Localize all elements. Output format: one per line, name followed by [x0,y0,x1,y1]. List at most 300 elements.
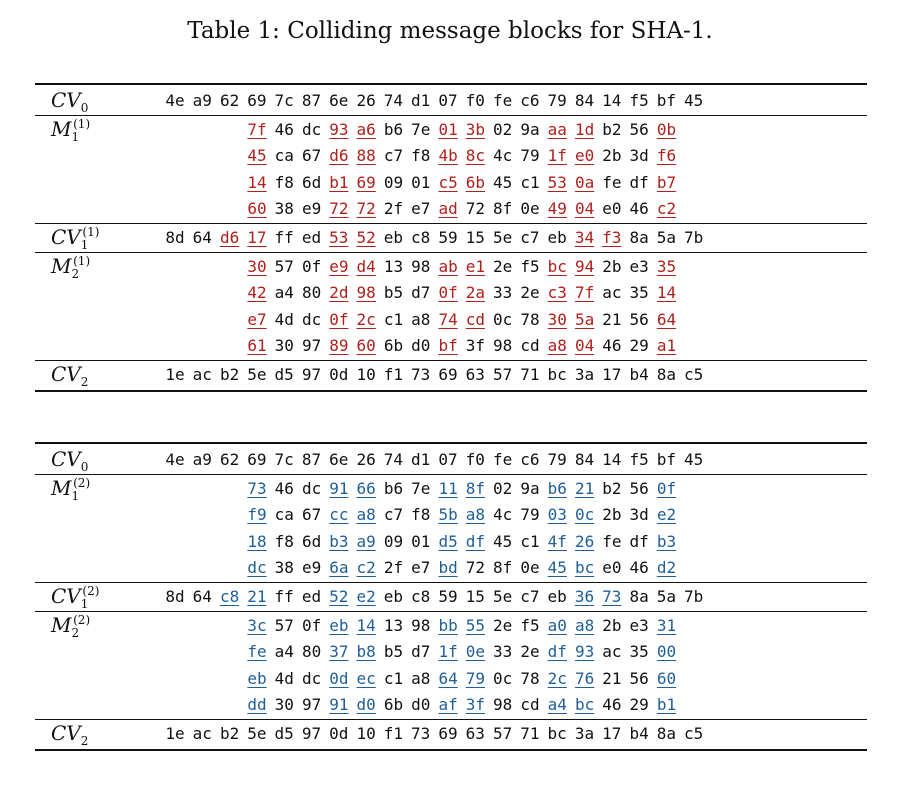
hex-byte: 3d [629,146,649,166]
hex-byte: b2 [219,365,240,384]
hex-byte: 67 [301,146,322,166]
table-top-rule [35,83,867,85]
chaining-value-row [35,446,867,473]
hex-byte: fe [602,531,622,551]
differing-byte: b6 [547,478,567,498]
differing-byte: 5b [438,505,458,525]
differing-byte: d0 [356,695,376,715]
hex-byte: 4d [274,668,294,688]
hex-byte: 87 [301,450,322,469]
hex-byte: 71 [520,724,540,743]
differing-byte: bf [438,336,458,356]
differing-byte: a8 [356,505,376,525]
differing-byte: bc [574,558,595,578]
label-subscript: 2 [71,266,80,281]
hex-byte: 69 [438,365,458,384]
label-subscript: 1 [71,129,80,144]
hex-byte: c1 [520,531,540,551]
differing-byte: 37 [329,642,349,662]
differing-byte: d4 [356,256,376,276]
hex-byte: c1 [520,172,540,192]
differing-byte: 31 [656,615,677,635]
hex-byte: b4 [629,724,649,743]
hex-byte: 67 [301,505,322,525]
differing-byte: 53 [329,228,349,247]
differing-byte: 8f [465,478,486,498]
hex-byte: 62 [219,450,240,469]
hex-byte: 69 [247,91,267,110]
differing-byte: cc [329,505,349,525]
hex-byte: 09 [383,531,404,551]
label-base: CV [51,447,81,471]
differing-byte: d5 [438,531,458,551]
hex-byte: 98 [411,256,431,276]
differing-byte: 66 [356,478,376,498]
hex-byte: eb [547,228,567,247]
hex-byte: 26 [356,450,376,469]
label-subscript: 0 [80,101,89,115]
hex-byte: 97 [301,365,322,384]
differing-byte: 49 [547,199,567,219]
differing-byte: 6b [465,172,486,192]
hex-byte: 73 [411,724,431,743]
hex-byte: 8f [493,558,513,578]
hex-byte: 8d [165,228,185,247]
differing-byte: 88 [356,146,376,166]
hex-byte: ac [602,283,622,303]
hex-byte: ac [602,642,622,662]
differing-byte: 45 [247,146,267,166]
hex-byte: 64 [192,587,212,606]
hex-byte: 1e [165,724,185,743]
hex-byte: 8a [629,587,649,606]
hex-byte: 8f [493,199,513,219]
label-base: M [51,612,72,637]
chaining-value-row [35,583,867,610]
hex-byte: 2b [602,615,622,635]
differing-byte: c2 [356,558,376,578]
hex-byte: c5 [684,365,704,384]
hex-byte: ed [301,228,322,247]
differing-byte: 1d [574,119,595,139]
differing-byte: 01 [438,119,458,139]
differing-byte: 11 [438,478,458,498]
hex-byte: 13 [383,256,404,276]
differing-byte: df [547,642,567,662]
differing-byte: 18 [247,531,267,551]
differing-byte: bb [438,615,458,635]
hex-byte: b2 [602,478,622,498]
hex-byte: 35 [629,283,649,303]
differing-byte: b1 [656,695,677,715]
differing-byte: 72 [356,199,376,219]
differing-byte: 91 [329,478,349,498]
differing-byte: 36 [574,587,595,606]
hex-byte: 57 [492,724,513,743]
hex-byte: 97 [301,336,322,356]
hex-byte: 29 [629,336,649,356]
hex-byte: d0 [411,336,431,356]
hex-byte: b2 [219,724,240,743]
hex-byte: f5 [629,91,649,110]
differing-byte: 17 [247,228,267,247]
label-subscript: 2 [80,375,89,389]
hex-byte: 57 [492,365,513,384]
hex-byte: 14 [602,91,622,110]
hex-byte: f0 [465,91,485,110]
label-superscript: (2) [73,612,91,627]
row-label [51,447,89,474]
hex-byte: 10 [356,365,376,384]
differing-byte: 30 [247,256,267,276]
differing-byte: b1 [329,172,349,192]
differing-byte: b7 [656,172,677,192]
differing-byte: 52 [356,228,376,247]
differing-byte: b3 [656,531,677,551]
hex-byte: 0e [520,199,540,219]
hex-byte: dc [301,478,322,498]
hex-byte: 62 [219,91,240,110]
hex-byte: eb [547,587,567,606]
hex-byte: 69 [247,450,267,469]
hex-byte: 3d [629,505,649,525]
hex-byte: f1 [383,365,404,384]
hex-byte: 80 [301,642,322,662]
differing-byte: a6 [356,119,376,139]
hex-byte: d7 [411,283,431,303]
hex-byte: f5 [520,256,540,276]
differing-byte: 14 [356,615,376,635]
differing-byte: 76 [574,668,595,688]
differing-byte: d2 [656,558,677,578]
differing-byte: 0e [465,642,486,662]
hex-byte: 78 [520,668,540,688]
hex-byte: c5 [684,724,704,743]
hex-byte: 9a [520,478,540,498]
differing-byte: a8 [574,615,595,635]
hex-byte: 15 [465,587,485,606]
hex-byte: 0c [493,668,513,688]
differing-byte: 74 [438,309,458,329]
differing-byte: 52 [329,587,349,606]
label-base: CV [51,362,81,386]
differing-byte: 0b [656,119,677,139]
differing-byte: c3 [547,283,567,303]
hex-byte: ac [192,724,212,743]
hex-byte: 38 [274,558,294,578]
hex-byte: dc [301,119,322,139]
differing-byte: e0 [574,146,595,166]
hex-byte: 30 [274,336,294,356]
hex-byte: 9a [520,119,540,139]
differing-byte: 69 [356,172,376,192]
hex-byte: 63 [465,365,485,384]
hex-byte: c7 [520,228,540,247]
hex-byte: 4c [493,146,513,166]
label-base: CV [51,225,81,249]
hex-byte: 0c [493,309,513,329]
hex-byte: df [629,531,649,551]
hex-byte: ca [274,146,294,166]
hex-byte: 30 [274,695,294,715]
hex-byte: 46 [629,199,649,219]
hex-byte: bf [656,450,677,469]
hex-byte: 4e [165,91,185,110]
hex-byte: bc [547,724,567,743]
hex-byte: 78 [520,309,540,329]
hex-byte: 79 [520,505,540,525]
hex-byte: 3f [465,336,486,356]
hex-byte: 3a [574,365,595,384]
label-subscript: 1 [80,238,89,252]
hex-byte: 7c [274,91,294,110]
hex-byte: d7 [411,642,431,662]
differing-byte: d6 [329,146,349,166]
differing-byte: cd [465,309,486,329]
differing-byte: a0 [547,615,567,635]
hex-byte: f1 [383,724,404,743]
differing-byte: b8 [356,642,376,662]
hex-byte: 97 [301,724,322,743]
hex-byte: 15 [465,228,485,247]
hex-byte: e7 [411,199,431,219]
hex-byte: 46 [602,695,622,715]
differing-byte: 60 [247,199,267,219]
hex-byte: 84 [574,450,595,469]
differing-byte: 00 [656,642,677,662]
differing-byte: 64 [656,309,677,329]
differing-byte: af [438,695,458,715]
hex-byte: 6b [383,336,404,356]
hex-byte: 5a [656,587,677,606]
label-superscript: (2) [73,475,91,490]
hex-byte: 56 [629,119,649,139]
differing-byte: e2 [356,587,376,606]
differing-byte: 2c [356,309,376,329]
hex-byte: 97 [301,695,322,715]
label-superscript: (2) [82,584,100,598]
hex-byte: 7c [274,450,294,469]
differing-byte: 3f [465,695,486,715]
differing-byte: 14 [656,283,677,303]
hex-byte: c7 [383,505,404,525]
differing-byte: 3b [465,119,486,139]
differing-byte: c8 [219,587,240,606]
differing-byte: b3 [329,531,349,551]
hex-byte: 5e [492,587,513,606]
differing-byte: 0f [656,478,677,498]
differing-byte: 0d [329,668,349,688]
differing-byte: 0c [574,505,595,525]
differing-byte: 1f [438,642,458,662]
differing-byte: 4f [547,531,567,551]
message-block-row [35,665,867,692]
differing-byte: 73 [602,587,622,606]
hex-byte: 4c [493,505,513,525]
hex-byte: 14 [602,450,622,469]
hex-byte: 21 [602,309,622,329]
hex-byte: df [629,172,649,192]
hex-byte: c6 [520,91,540,110]
hex-byte: d5 [274,365,294,384]
hex-byte: 2e [520,283,540,303]
differing-byte: 60 [356,336,376,356]
differing-byte: 0f [329,309,349,329]
hex-byte: f8 [411,146,431,166]
hex-byte: 5e [247,724,267,743]
table-bottom-rule [35,749,867,751]
table-top-rule [35,442,867,444]
differing-byte: 5a [574,309,595,329]
hex-byte: 2b [602,256,622,276]
hex-byte: 72 [465,558,486,578]
hex-byte: 46 [629,558,649,578]
hex-byte: 8a [656,724,677,743]
differing-byte: e2 [656,505,677,525]
hex-byte: 02 [493,119,513,139]
message-block-row [35,116,867,143]
label-superscript: (1) [73,253,91,268]
differing-byte: 34 [574,228,595,247]
row-label [51,475,91,503]
hex-byte: b5 [383,283,404,303]
differing-byte: 1f [547,146,567,166]
label-base: M [51,475,72,500]
label-subscript: 2 [80,734,89,748]
differing-byte: 79 [465,668,486,688]
hex-byte: 5e [247,365,267,384]
hex-byte: d1 [411,450,431,469]
hex-byte: cd [520,336,540,356]
message-block-row [35,142,867,169]
hex-byte: 0f [301,615,322,635]
differing-byte: 61 [247,336,267,356]
row-label [51,88,89,115]
hex-byte: c7 [383,146,404,166]
message-block-row [35,332,867,359]
hex-byte: ff [274,587,294,606]
hex-byte: 45 [684,450,704,469]
label-superscript: (1) [73,116,91,131]
differing-byte: 89 [329,336,349,356]
message-block-row [35,691,867,718]
hex-byte: c1 [383,668,404,688]
differing-byte: a8 [547,336,567,356]
hex-byte: 0e [520,558,540,578]
differing-byte: f9 [247,505,267,525]
message-block-row [35,612,867,639]
differing-byte: 72 [329,199,349,219]
hex-byte: 80 [301,283,322,303]
label-base: CV [51,584,81,608]
row-label [51,253,91,281]
hex-byte: 07 [438,450,458,469]
hex-byte: 2f [383,558,404,578]
row-label [51,116,91,144]
hex-byte: 2e [493,256,513,276]
hex-byte: 69 [438,724,458,743]
hex-byte: 5a [656,228,677,247]
hex-byte: 6e [329,450,349,469]
label-base: CV [51,88,81,112]
hex-byte: 71 [520,365,540,384]
differing-byte: 4b [438,146,458,166]
differing-byte: 03 [547,505,567,525]
label-base: CV [51,721,81,745]
differing-byte: d6 [219,228,240,247]
hex-byte: c8 [411,228,431,247]
hex-byte: 0d [329,724,349,743]
hex-byte: 8a [629,228,649,247]
hex-byte: 8d [165,587,185,606]
hex-byte: ff [274,228,294,247]
differing-byte: a1 [656,336,677,356]
hex-byte: f5 [629,450,649,469]
hex-byte: e7 [411,558,431,578]
chaining-value-row [35,720,867,747]
hex-byte: 6d [301,531,322,551]
hex-byte: 38 [274,199,294,219]
differing-byte: bd [438,558,458,578]
hex-byte: 79 [547,450,567,469]
differing-byte: ec [356,668,376,688]
hex-byte: a8 [411,668,431,688]
hex-byte: 79 [520,146,540,166]
differing-byte: eb [247,668,267,688]
label-base: M [51,116,72,141]
hex-byte: 4e [165,450,185,469]
chaining-value-row [35,224,867,251]
hex-byte: 10 [356,724,376,743]
label-subscript: 2 [71,625,80,640]
hex-byte: 0f [301,256,322,276]
hex-byte: 98 [493,336,513,356]
differing-byte: 6a [329,558,349,578]
hex-byte: 5e [492,228,513,247]
hex-byte: c7 [520,587,540,606]
row-label [51,362,89,389]
differing-byte: bc [574,695,595,715]
hex-byte: 13 [383,615,404,635]
hex-byte: 17 [602,724,622,743]
differing-byte: 73 [247,478,267,498]
hex-byte: 59 [438,587,458,606]
differing-byte: a8 [465,505,486,525]
hex-byte: 26 [356,91,376,110]
hex-byte: 6d [301,172,322,192]
differing-byte: 7f [574,283,595,303]
hex-byte: eb [383,587,404,606]
hex-byte: 2b [602,146,622,166]
hex-byte: a9 [192,91,212,110]
hex-byte: b6 [383,478,404,498]
differing-byte: 2a [465,283,486,303]
hex-byte: f8 [411,505,431,525]
differing-byte: dd [247,695,267,715]
hex-byte: 84 [574,91,595,110]
hex-byte: 7e [411,478,431,498]
hex-byte: 01 [411,172,431,192]
differing-byte: 14 [247,172,267,192]
label-subscript: 0 [80,460,89,474]
hex-byte: 2e [520,642,540,662]
hex-byte: 79 [547,91,567,110]
hex-byte: 87 [301,91,322,110]
differing-byte: 42 [247,283,267,303]
hex-byte: 2b [602,505,622,525]
row-label [51,612,91,640]
hex-byte: f5 [520,615,540,635]
